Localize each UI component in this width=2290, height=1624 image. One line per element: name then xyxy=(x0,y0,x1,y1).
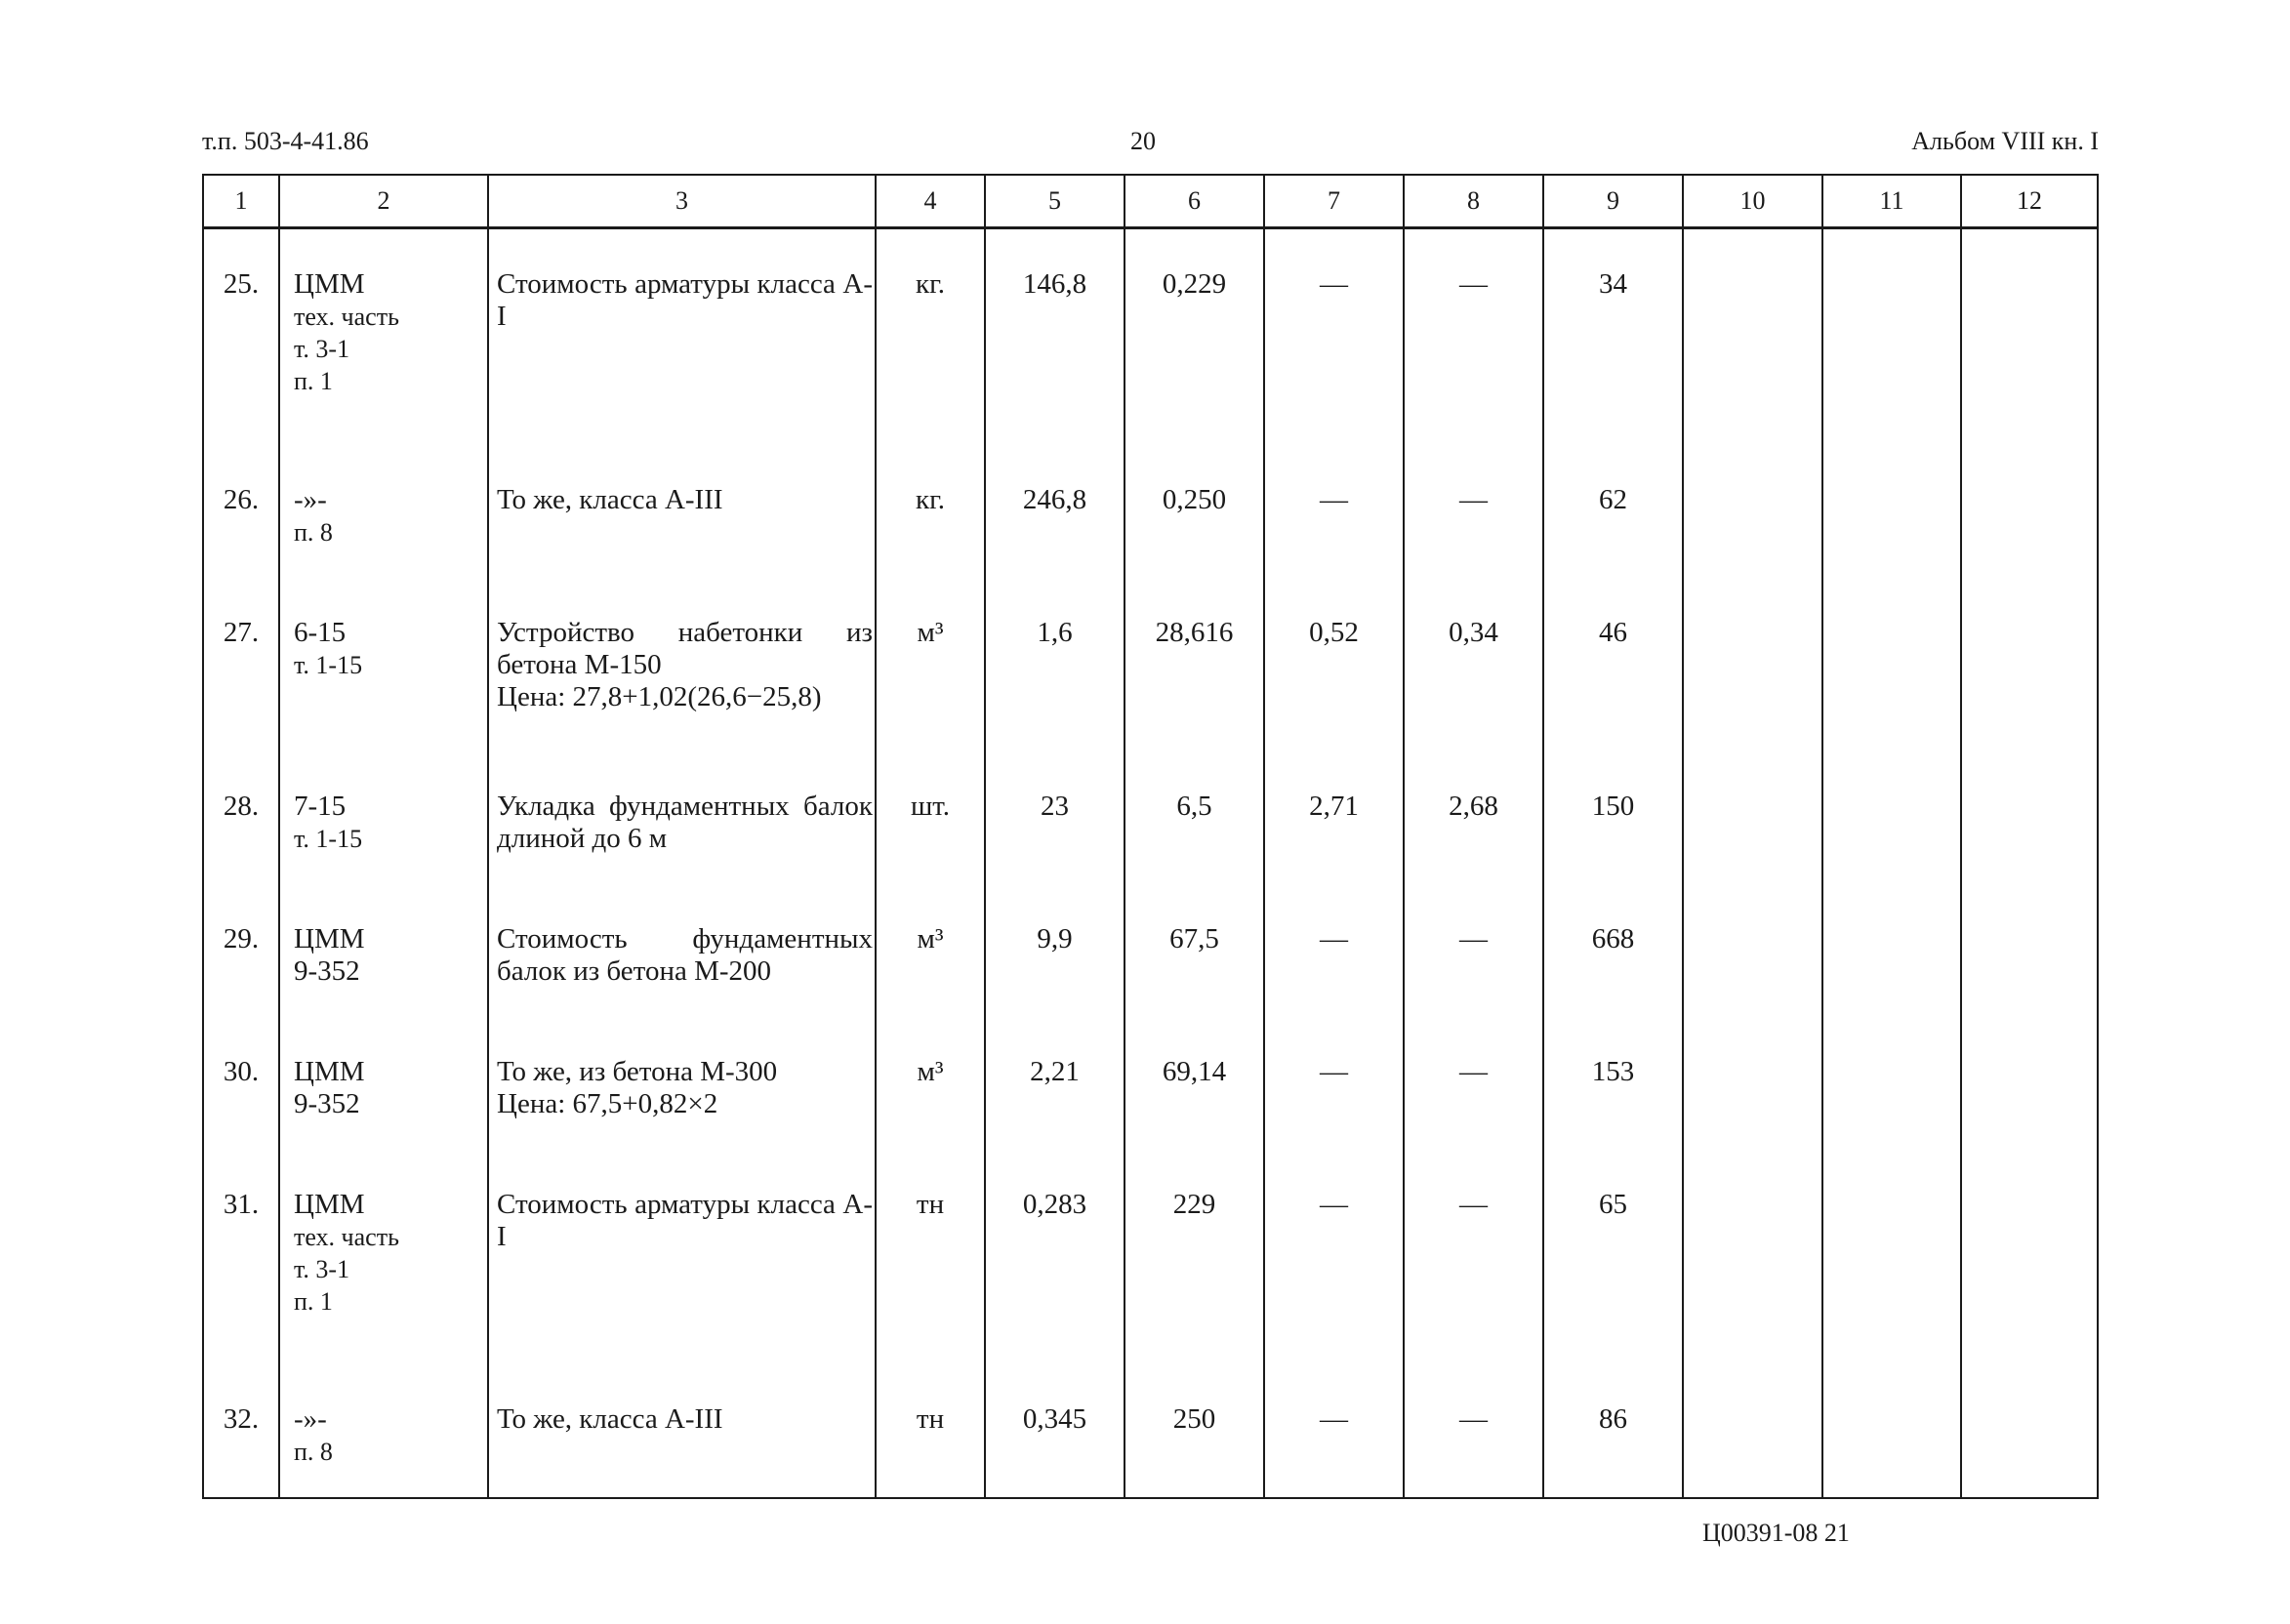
row-number: 30. xyxy=(223,1055,260,1087)
album-label: Альбом VIII кн. I xyxy=(1911,127,2099,155)
col-10 xyxy=(1683,1150,1822,1364)
rate-reference-line: ЦММ xyxy=(294,922,365,954)
machine-wage-per-unit: — xyxy=(1404,884,1543,1017)
rate-reference-line: ЦММ xyxy=(294,1188,365,1220)
quantity: 9,9 xyxy=(985,884,1125,1017)
total-cost: 86 xyxy=(1543,1364,1683,1497)
rate-reference-line: -»- xyxy=(294,483,327,515)
row-number: 29. xyxy=(223,922,260,954)
wage-per-unit: 2,71 xyxy=(1264,751,1404,884)
work-description-line: Стоимость арматуры класса А-I xyxy=(497,268,873,332)
unit-price: 250 xyxy=(1125,1364,1264,1497)
estimate-table-frame xyxy=(202,174,2099,1499)
col-10 xyxy=(1683,884,1822,1017)
col-12 xyxy=(1961,884,2097,1017)
column-header-9: 9 xyxy=(1543,176,1683,228)
table-row xyxy=(204,751,2097,884)
column-header-12: 12 xyxy=(1961,176,2097,228)
unit-price: 6,5 xyxy=(1125,751,1264,884)
rate-reference xyxy=(279,884,488,1017)
wage-per-unit: — xyxy=(1264,1017,1404,1150)
unit-price: 0,250 xyxy=(1125,445,1264,578)
rate-reference-line: п. 1 xyxy=(294,1286,333,1316)
column-header-6: 6 xyxy=(1125,176,1264,228)
rate-reference xyxy=(279,1364,488,1497)
row-number: 28. xyxy=(223,790,260,822)
unit-price: 69,14 xyxy=(1125,1017,1264,1150)
wage-per-unit: — xyxy=(1264,1364,1404,1497)
rate-reference-line: -»- xyxy=(294,1403,327,1436)
total-cost: 153 xyxy=(1543,1017,1683,1150)
rate-reference-line: п. 1 xyxy=(294,367,333,395)
work-description-line: То же, из бетона М-300 xyxy=(497,1055,778,1087)
doc-code: т.п. 503-4-41.86 xyxy=(202,127,369,155)
col-11 xyxy=(1822,1017,1961,1150)
col-11 xyxy=(1822,1150,1961,1364)
col-10 xyxy=(1683,751,1822,884)
total-cost: 65 xyxy=(1543,1150,1683,1364)
table-row xyxy=(204,884,2097,1017)
col-10 xyxy=(1683,1364,1822,1497)
wage-per-unit: — xyxy=(1264,445,1404,578)
estimate-table xyxy=(204,176,2097,1497)
col-12 xyxy=(1961,751,2097,884)
rate-reference-line: п. 8 xyxy=(294,1438,333,1467)
column-header-3: 3 xyxy=(488,176,876,228)
rate-reference-line: ЦММ xyxy=(294,1055,365,1087)
row-number: 25. xyxy=(223,268,260,300)
work-description-line: Цена: 67,5+0,82×2 xyxy=(497,1087,718,1119)
work-description-line: То же, класса А-III xyxy=(497,483,723,515)
wage-per-unit: — xyxy=(1264,228,1404,445)
unit: м³ xyxy=(876,578,985,751)
rate-reference xyxy=(279,751,488,884)
machine-wage-per-unit: 2,68 xyxy=(1404,751,1543,884)
rate-reference xyxy=(279,228,488,445)
col-10 xyxy=(1683,578,1822,751)
row-number: 27. xyxy=(223,616,260,648)
rate-reference-line: тех. часть xyxy=(294,303,399,331)
quantity: 0,345 xyxy=(985,1364,1125,1497)
table-row xyxy=(204,1150,2097,1364)
rate-reference-line: 6-15 xyxy=(294,616,347,648)
col-12 xyxy=(1961,228,2097,445)
rate-reference-line: ЦММ xyxy=(294,268,365,300)
work-description-line: То же, класса А-III xyxy=(497,1403,723,1436)
unit-price: 28,616 xyxy=(1125,578,1264,751)
total-cost: 34 xyxy=(1543,228,1683,445)
col-10 xyxy=(1683,228,1822,445)
column-header-7: 7 xyxy=(1264,176,1404,228)
rate-reference-line: т. 3-1 xyxy=(294,1254,350,1283)
wage-per-unit: — xyxy=(1264,884,1404,1017)
column-header-8: 8 xyxy=(1404,176,1543,228)
unit: кг. xyxy=(876,228,985,445)
col-12 xyxy=(1961,578,2097,751)
work-description xyxy=(488,1150,876,1364)
work-description-line: Устройство набетонки из бетона М-150 xyxy=(497,616,873,680)
col-11 xyxy=(1822,751,1961,884)
total-cost: 62 xyxy=(1543,445,1683,578)
machine-wage-per-unit: 0,34 xyxy=(1404,578,1543,751)
col-12 xyxy=(1961,1150,2097,1364)
column-header-4: 4 xyxy=(876,176,985,228)
machine-wage-per-unit: — xyxy=(1404,1017,1543,1150)
work-description-line: Цена: 27,8+1,02(26,6−25,8) xyxy=(497,680,822,712)
col-10 xyxy=(1683,445,1822,578)
rate-reference-line: п. 8 xyxy=(294,517,333,547)
col-11 xyxy=(1822,228,1961,445)
column-header-1: 1 xyxy=(204,176,279,228)
machine-wage-per-unit: — xyxy=(1404,228,1543,445)
quantity: 246,8 xyxy=(985,445,1125,578)
col-11 xyxy=(1822,578,1961,751)
column-header-11: 11 xyxy=(1822,176,1961,228)
rate-reference-line: т. 1-15 xyxy=(294,650,363,679)
unit-price: 229 xyxy=(1125,1150,1264,1364)
table-row xyxy=(204,1017,2097,1150)
quantity: 146,8 xyxy=(985,228,1125,445)
machine-wage-per-unit: — xyxy=(1404,445,1543,578)
row-number: 32. xyxy=(223,1403,260,1436)
row-number: 31. xyxy=(223,1188,260,1220)
unit-price: 67,5 xyxy=(1125,884,1264,1017)
machine-wage-per-unit: — xyxy=(1404,1364,1543,1497)
work-description xyxy=(488,884,876,1017)
page-number: 20 xyxy=(1130,127,1156,155)
rate-reference xyxy=(279,445,488,578)
rate-reference-line: тех. часть xyxy=(294,1222,399,1251)
work-description xyxy=(488,751,876,884)
work-description xyxy=(488,445,876,578)
work-description xyxy=(488,1017,876,1150)
rate-reference xyxy=(279,1150,488,1364)
rate-reference-line: 9-352 xyxy=(294,954,360,987)
col-12 xyxy=(1961,1017,2097,1150)
unit-price: 0,229 xyxy=(1125,228,1264,445)
wage-per-unit: 0,52 xyxy=(1264,578,1404,751)
col-11 xyxy=(1822,884,1961,1017)
col-12 xyxy=(1961,1364,2097,1497)
work-description xyxy=(488,228,876,445)
rate-reference-line: т. 3-1 xyxy=(294,335,350,363)
unit: м³ xyxy=(876,884,985,1017)
work-description-line: Стоимость арматуры класса А-I xyxy=(497,1188,873,1252)
col-11 xyxy=(1822,445,1961,578)
work-description xyxy=(488,1364,876,1497)
col-12 xyxy=(1961,445,2097,578)
rate-reference xyxy=(279,578,488,751)
quantity: 23 xyxy=(985,751,1125,884)
sheet-code: Ц00391-08 21 xyxy=(1702,1519,1850,1547)
unit: тн xyxy=(876,1364,985,1497)
col-10 xyxy=(1683,1017,1822,1150)
work-description-line: Стоимость фундаментных балок из бетона М-200 xyxy=(497,922,873,987)
rate-reference-line: т. 1-15 xyxy=(294,824,363,853)
quantity: 1,6 xyxy=(985,578,1125,751)
machine-wage-per-unit: — xyxy=(1404,1150,1543,1364)
wage-per-unit: — xyxy=(1264,1150,1404,1364)
rate-reference-line: 9-352 xyxy=(294,1087,360,1119)
work-description xyxy=(488,578,876,751)
column-header-row xyxy=(204,176,2097,228)
table-row xyxy=(204,445,2097,578)
total-cost: 668 xyxy=(1543,884,1683,1017)
total-cost: 150 xyxy=(1543,751,1683,884)
table-row xyxy=(204,228,2097,445)
column-header-5: 5 xyxy=(985,176,1125,228)
table-row xyxy=(204,1364,2097,1497)
table-row xyxy=(204,578,2097,751)
total-cost: 46 xyxy=(1543,578,1683,751)
unit: тн xyxy=(876,1150,985,1364)
column-header-2: 2 xyxy=(279,176,488,228)
col-11 xyxy=(1822,1364,1961,1497)
row-number: 26. xyxy=(223,483,260,515)
work-description-line: Укладка фундаментных балок длиной до 6 м xyxy=(497,790,873,854)
unit: м³ xyxy=(876,1017,985,1150)
rate-reference xyxy=(279,1017,488,1150)
unit: кг. xyxy=(876,445,985,578)
quantity: 0,283 xyxy=(985,1150,1125,1364)
quantity: 2,21 xyxy=(985,1017,1125,1150)
unit: шт. xyxy=(876,751,985,884)
column-header-10: 10 xyxy=(1683,176,1822,228)
rate-reference-line: 7-15 xyxy=(294,790,347,822)
